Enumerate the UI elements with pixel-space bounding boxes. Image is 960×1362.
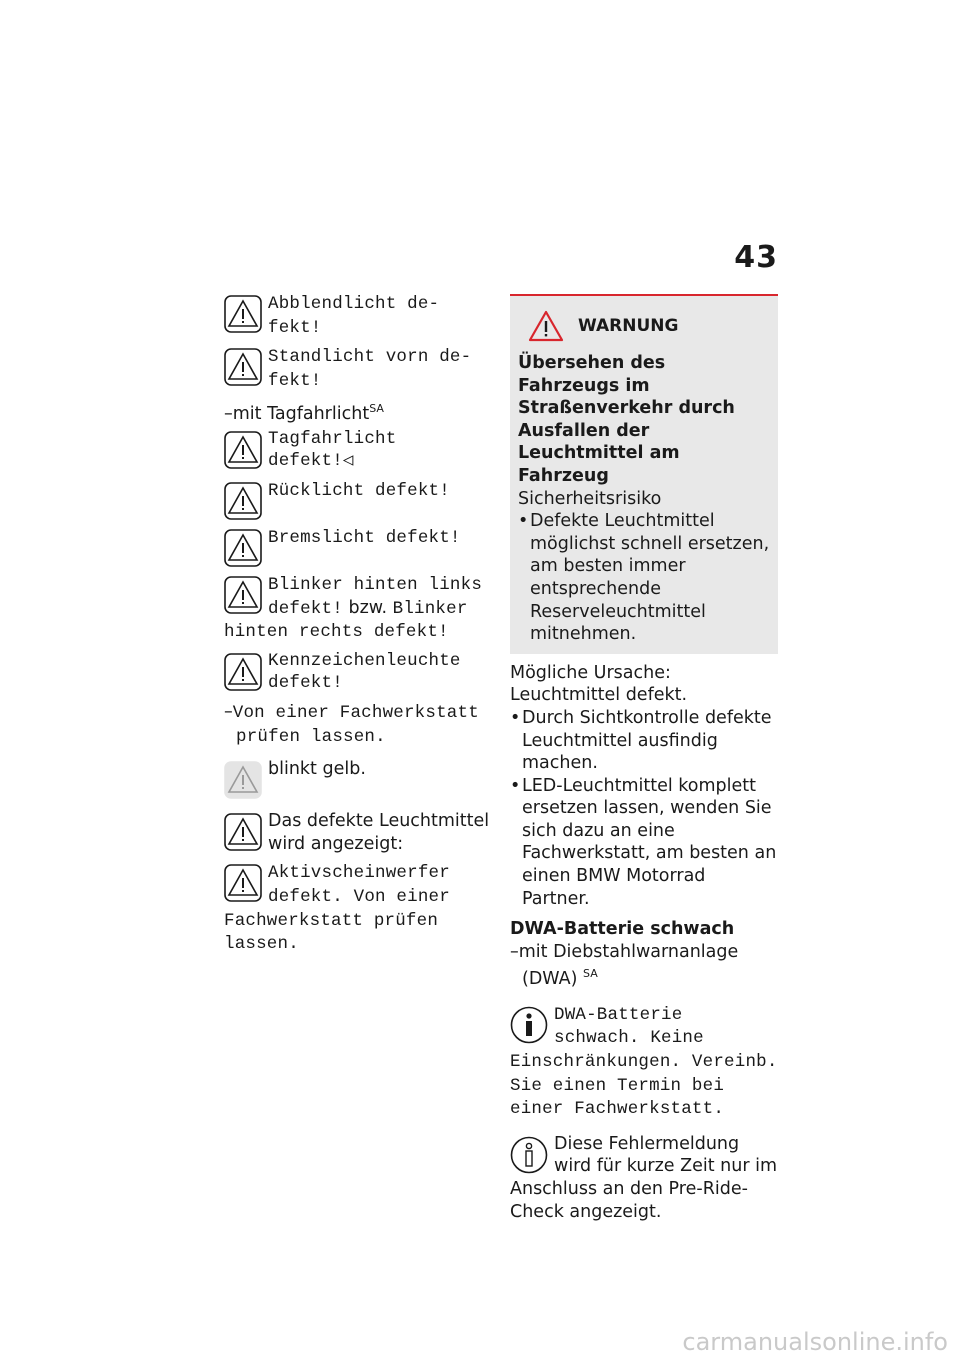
bullet: • (510, 707, 521, 728)
warning-text: Tagfahrlicht defekt!◁ (268, 428, 397, 472)
dash-item (224, 398, 492, 425)
info-icon (510, 1006, 548, 1044)
list-item (510, 707, 778, 775)
warning-text: Blinker hinten links defekt! (268, 574, 483, 619)
watermark: carmanualsonline.info (682, 1328, 948, 1356)
sa-sup: SA (369, 402, 384, 416)
dash-text: mit Diebstahlwarnanlage (DWA) (518, 941, 739, 990)
warning-item (224, 526, 492, 567)
cause-label: Mögliche Ursache: (510, 662, 671, 683)
warning-header (518, 310, 770, 342)
info-item (510, 1133, 778, 1223)
warning-text-alt: Blinker hinten rechts defekt! (224, 598, 468, 643)
warning-item (224, 292, 492, 339)
info-text: DWA-Batterie schwach. Keine Einschränkungen. Vereinb. Sie einen Termin bei einer Fachwerkstatt. (510, 1004, 778, 1120)
warning-item-gray (224, 758, 492, 804)
warning-text: Abblendlicht de-fekt! (268, 294, 440, 338)
bullet: • (518, 511, 529, 532)
dash-item (510, 941, 778, 991)
warning-triangle-icon (224, 348, 262, 386)
warning-item (224, 861, 492, 955)
warning-triangle-icon (224, 813, 262, 851)
list-item (510, 775, 778, 911)
dash: – (224, 404, 233, 425)
bullet: • (510, 775, 521, 796)
warning-text: Kennzeichenleuchte defekt! (268, 650, 461, 694)
warning-item (224, 345, 492, 392)
warning-text: blinkt gelb. (268, 759, 366, 780)
warning-item (224, 650, 492, 695)
warning-triangle-icon (224, 431, 262, 469)
list-item-text: LED-Leuchtmittel komplett ersetzen lassen, wenden Sie sich dazu an eine Fachwerkstatt, am besten an einen BMW Motorrad Partner. (522, 775, 777, 909)
warning-text: Das defekte Leuchtmittel wird angezeigt: (268, 811, 490, 854)
warning-triangle-icon (224, 295, 262, 333)
warning-triangle-icon (224, 576, 262, 614)
warning-item (224, 479, 492, 520)
warning-triangle-icon (224, 529, 262, 567)
warning-triangle-icon (224, 653, 262, 691)
warning-title: WARNUNG (578, 315, 679, 336)
warning-text: Bremslicht defekt! (268, 527, 461, 548)
dash-item (224, 701, 492, 748)
warning-item (224, 428, 492, 473)
dash-mono-text: Von einer Fachwerkstatt prüfen lassen. (232, 702, 479, 747)
warning-risk: Sicherheitsrisiko (518, 488, 662, 509)
warning-triangle-icon (224, 864, 262, 902)
warning-box (510, 294, 778, 654)
dash-text: mit Tagfahrlicht (232, 404, 370, 425)
info-item (510, 1003, 778, 1121)
dash: – (510, 941, 519, 962)
warning-triangle-icon (224, 482, 262, 520)
warning-text: Standlicht vorn de-fekt! (268, 347, 472, 391)
left-column (224, 292, 492, 962)
list-item-text: Durch Sichtkontrolle defekte Leuchtmittel ausfindig machen. (522, 707, 772, 774)
warning-item (224, 810, 492, 855)
warning-text: Aktivscheinwerfer defekt. Von einer Fachwerkstatt prüfen lassen. (224, 863, 450, 955)
warning-triangle-red-icon (528, 310, 564, 342)
sa-sup: SA (583, 967, 598, 981)
warning-text: Rücklicht defekt! (268, 480, 450, 501)
cause-text: Leuchtmittel defekt. (510, 685, 688, 706)
info-text: Diese Fehlermeldung wird für kurze Zeit nur im Anschluss an den Pre-Ride-Check angezeigt. (510, 1133, 778, 1222)
warning-bullet-text: Defekte Leuchtmittel möglichst schnell ersetzen, am besten immer entsprechende Reserveleuchtmittel mitnehmen. (530, 511, 770, 645)
warning-text-connector: bzw. (342, 597, 393, 618)
warning-item (224, 573, 492, 644)
info-outline-icon (510, 1136, 548, 1174)
warning-bullet (518, 510, 770, 646)
right-column (510, 294, 778, 1229)
section-title: DWA-Batterie schwach (510, 919, 735, 940)
warning-triangle-gray-icon (224, 761, 262, 799)
warning-headline: Übersehen des Fahrzeugs im Straßenverkehr durch Ausfallen der Leuchtmittel am Fahrzeug (518, 353, 735, 486)
dash: – (224, 701, 233, 722)
page-number: 43 (734, 240, 778, 275)
